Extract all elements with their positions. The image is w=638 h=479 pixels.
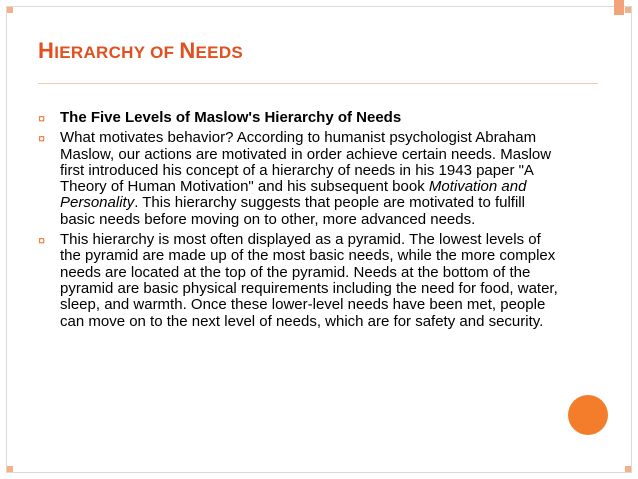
bullet-icon: ¤ xyxy=(38,131,46,147)
bullet-text: . This hierarchy suggests that people are motivated to fulfill basic needs before moving on to other, more advanced needs. xyxy=(60,194,525,228)
bullet-item xyxy=(38,110,558,126)
bullet-icon: ¤ xyxy=(38,233,46,249)
title-divider xyxy=(38,83,598,84)
bullet-item xyxy=(38,232,558,330)
slide-title xyxy=(38,38,243,64)
corner-accent xyxy=(625,7,631,13)
title-cap: H xyxy=(38,38,55,63)
corner-accent xyxy=(7,7,13,13)
bullet-text: This hierarchy is most often displayed as a pyramid. The lowest levels of the pyramid are made up of the most basic needs, while the more complex needs are located at the top of the pyramid. Needs at the bottom of the pyramid are basic physical requirements including the need for food, water, sleep, and warmth. Once these lower-level needs have been met, people can move on to the next level of needs, which are for safety and security. xyxy=(60,231,558,330)
corner-accent xyxy=(7,466,13,472)
title-rest: EEDS xyxy=(195,43,244,62)
bullet-list xyxy=(38,110,558,334)
bullet-item xyxy=(38,130,558,228)
corner-accent xyxy=(625,466,631,472)
title-rest: IERARCHY OF xyxy=(54,43,180,62)
decorative-circle xyxy=(568,395,608,435)
book-title: Motivation and Personality xyxy=(60,178,527,212)
bullet-text: What motivates behavior? According to humanist psychologist Abraham Maslow, our actions are motivated in order achieve certain needs. Maslow first introduced his concept of a hierarchy of needs in his 1943 paper "A Theory of Human Motivation" and his subsequent book xyxy=(60,129,552,196)
bullet-icon: ¤ xyxy=(38,111,46,126)
title-cap: N xyxy=(179,38,196,63)
top-right-accent-strip xyxy=(614,0,624,15)
bullet-text: The Five Levels of Maslow's Hierarchy of Needs xyxy=(60,109,402,126)
